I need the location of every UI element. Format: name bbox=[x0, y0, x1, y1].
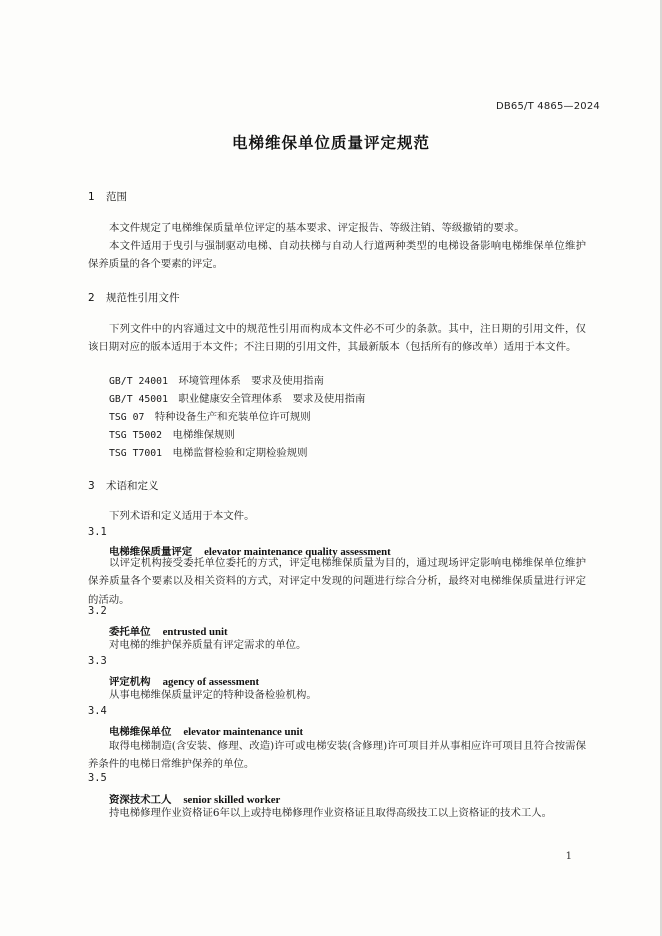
reference-code: GB/T 45001 bbox=[109, 394, 168, 405]
term-zh: 电梯维保质量评定 bbox=[109, 546, 193, 558]
term-zh: 电梯维保单位 bbox=[109, 726, 172, 738]
term-definition: 持电梯修理作业资格证6年以上或持电梯修理作业资格证且取得高级技工以上资格证的技术工人。 bbox=[109, 807, 553, 819]
reference-title: 电梯监督检验和定期检验规则 bbox=[172, 447, 308, 459]
clause-number: 3.1 bbox=[88, 526, 107, 538]
term-heading bbox=[109, 723, 303, 738]
section-2-intro: 下列文件中的内容通过文中的规范性引用而构成本文件必不可少的条款。其中，注日期的引用文件，仅该日期对应的版本适用于本文件；不注日期的引用文件，其最新版本（包括所有的修改单）适用于本文件。 bbox=[88, 323, 586, 354]
reference-title: 电梯维保规则 bbox=[172, 429, 235, 441]
reference-item bbox=[109, 426, 235, 441]
reference-code: GB/T 24001 bbox=[109, 376, 168, 387]
reference-title: 环境管理体系 要求及使用指南 bbox=[178, 375, 324, 387]
reference-title: 职业健康安全管理体系 要求及使用指南 bbox=[178, 393, 366, 405]
section-1-heading bbox=[88, 189, 127, 204]
section-2-heading bbox=[88, 290, 180, 305]
clause-number: 3.3 bbox=[88, 655, 107, 667]
clause-number: 3.5 bbox=[88, 772, 107, 784]
section-1-paragraph-1: 本文件规定了电梯维保质量单位评定的基本要求、评定报告、等级注销、等级撤销的要求。 bbox=[109, 222, 525, 234]
page-number: 1 bbox=[565, 851, 572, 862]
term-definition: 从事电梯维保质量评定的特种设备检验机构。 bbox=[109, 689, 317, 701]
section-number: 1 bbox=[88, 191, 95, 203]
clause-number: 3.2 bbox=[88, 605, 107, 617]
clause-number: 3.4 bbox=[88, 705, 107, 717]
term-zh: 评定机构 bbox=[109, 676, 151, 688]
reference-item bbox=[109, 390, 365, 405]
reference-item bbox=[109, 408, 311, 423]
section-title: 术语和定义 bbox=[106, 480, 159, 492]
document-title: 电梯维保单位质量评定规范 bbox=[231, 134, 430, 152]
reference-code: TSG T5002 bbox=[109, 430, 163, 441]
standard-number: DB65/T 4865—2024 bbox=[495, 101, 600, 112]
term-en: entrusted unit bbox=[162, 626, 228, 638]
reference-item bbox=[109, 372, 324, 387]
term-zh: 委托单位 bbox=[109, 626, 151, 638]
section-3-intro: 下列术语和定义适用于本文件。 bbox=[109, 510, 255, 522]
term-definition: 取得电梯制造(含安装、修理、改造)许可或电梯安装(含修理)许可项目并从事相应许可项目且符合按需保养条件的电梯日常维护保养的单位。 bbox=[88, 740, 586, 771]
section-number: 2 bbox=[88, 292, 95, 304]
reference-code: TSG 07 bbox=[109, 412, 145, 423]
term-en: agency of assessment bbox=[162, 676, 260, 688]
term-definition: 对电梯的维护保养质量有评定需求的单位。 bbox=[109, 639, 307, 651]
term-definition: 以评定机构接受委托单位委托的方式，评定电梯维保质量为目的，通过现场评定影响电梯维保单位维护保养质量各个要素以及相关资料的方式，对评定中发现的问题进行综合分析，最终对电梯维保质量进行评定的活动。 bbox=[88, 557, 586, 606]
section-number: 3 bbox=[88, 480, 95, 492]
term-en: elevator maintenance quality assessment bbox=[204, 546, 391, 558]
term-zh: 资深技术工人 bbox=[109, 794, 172, 806]
reference-item bbox=[109, 444, 308, 459]
section-1-paragraph-2: 本文件适用于曳引与强制驱动电梯、自动扶梯与自动人行道两种类型的电梯设备影响电梯维保单位维护保养质量的各个要素的评定。 bbox=[88, 240, 586, 271]
reference-code: TSG T7001 bbox=[109, 448, 163, 459]
section-title: 范围 bbox=[106, 191, 127, 203]
term-en: senior skilled worker bbox=[183, 794, 281, 806]
term-en: elevator maintenance unit bbox=[183, 726, 304, 738]
section-title: 规范性引用文件 bbox=[106, 292, 180, 304]
reference-title: 特种设备生产和充装单位许可规则 bbox=[154, 411, 311, 423]
section-3-heading bbox=[88, 478, 159, 493]
